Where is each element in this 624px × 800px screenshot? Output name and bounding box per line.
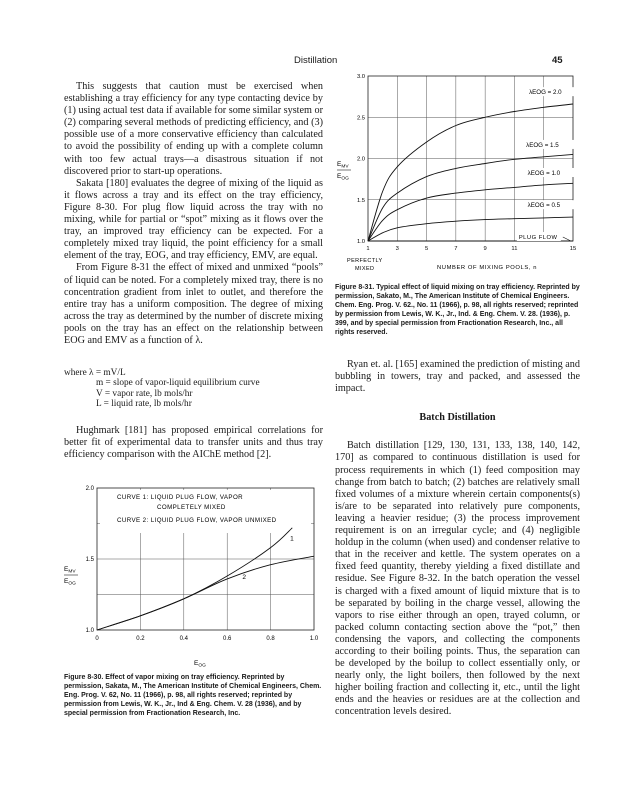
figure-8-30-curve-2 bbox=[97, 556, 314, 630]
left-column-hughmark bbox=[64, 425, 323, 461]
figure-8-31-x-tick: 1 bbox=[366, 246, 370, 252]
paragraph-figure-8-31: From Figure 8-31 the effect of mixed and unmixed “pools” of liquid can be noted. For a completely mixed tray, there is no concentration gradient from inlet to outlet, and therefore the entire tray has a uniform composition. The degree of mixing across the tray as determined by the number of discrete mixing pools on the tray has an effect on the relationship between EOG and EMV as a function of λ. bbox=[64, 262, 323, 346]
figure-8-31-x-tick: 7 bbox=[454, 246, 458, 252]
paragraph-batch-distillation: Batch distillation [129, 130, 131, 133, 138, 140, 142, 170] as compared to continuous distillation is used for process requirements in which (1) feed composition may change from batch to batch; (2) batches are relatively small fixed volumes of a mixture wherein certain components(s) is/are to be separated into relatively pure components, leaving a heavier residue; (3) the process improvement requirement is on an irregular cycle; and (4) negligible holdup in the column (when used) and condenser relative to that in the receiver and kettle. The system operates on a fixed feed quantity, thereby yielding a fixed distillate and residue. See Figure 8-32. In the batch operation the vessel is charged with a fixed amount of liquid mixture that is to be separated by boiling in the charge vessel, allowing the vapors to rise either through an open, trayed column, or packed column contacting section above the “pot,” then condensing the vapors, and collecting the components according to their boiling points. Thus, the separation can be developed by the boilup to collect essentially only, or nearly only, the light boilers, then followed by the next higher boiling fraction and collecting it, etc., until the light ends and the heavies or residues are at the collection and concentration levels desired. bbox=[335, 440, 580, 718]
figure-8-31-y-label-numerator: $E_{MV}$ bbox=[337, 161, 349, 170]
figure-8-30-x-tick: 0.2 bbox=[136, 636, 145, 642]
figure-8-30-x-tick: 0 bbox=[95, 636, 99, 642]
figure-8-30-curve-label-2: 2 bbox=[242, 573, 247, 581]
figure-8-31-y-label-denominator: $E_{OG}$ bbox=[337, 173, 349, 182]
figure-8-30-y-tick: 1.0 bbox=[85, 628, 94, 634]
figure-8-31-plug-flow-label: PLUG FLOW bbox=[518, 235, 558, 241]
figure-8-30-curve-label-1: 1 bbox=[290, 535, 294, 543]
figure-8-30-chart bbox=[62, 485, 332, 670]
figure-8-30-legend-line1: CURVE 1: LIQUID PLUG FLOW, VAPOR bbox=[117, 494, 244, 501]
figure-8-30-y-tick: 2.0 bbox=[85, 486, 94, 492]
figure-8-31-x-tick: 9 bbox=[483, 246, 487, 252]
figure-8-31-y-tick: 2.5 bbox=[356, 115, 365, 122]
running-title: Distillation bbox=[294, 55, 338, 66]
figure-8-31-perfectly-label: PERFECTLY bbox=[347, 258, 383, 264]
figure-8-31-curve-label-3: λEOG = 1.0 bbox=[527, 170, 561, 177]
figure-8-30-x-tick: 0.8 bbox=[266, 636, 275, 642]
where-m: m = slope of vapor-liquid equilibrium curve bbox=[96, 378, 260, 389]
figure-8-30-y-label-numerator: $E_{MV}$ bbox=[64, 566, 76, 575]
where-v: V = vapor rate, lb mols/hr bbox=[96, 388, 193, 399]
figure-8-30-y-tick: 1.5 bbox=[85, 557, 94, 563]
figure-8-31-curve-label-2: λEOG = 1.5 bbox=[526, 141, 559, 149]
where-block bbox=[64, 368, 323, 410]
figure-8-31-x-tick: 15 bbox=[569, 246, 577, 252]
left-column-upper bbox=[64, 81, 323, 347]
where-lambda: where λ = mV/L bbox=[64, 368, 126, 378]
figure-8-31-x-label: NUMBER OF MIXING POOLS, n bbox=[437, 265, 538, 271]
section-heading-batch-distillation: Batch Distillation bbox=[419, 412, 496, 424]
figure-8-30-legend-line3: CURVE 2: LIQUID PLUG FLOW, VAPOR UNMIXED bbox=[117, 517, 277, 524]
figure-8-31-x-tick: 5 bbox=[424, 246, 429, 252]
figure-8-31-grid bbox=[368, 76, 573, 241]
figure-8-31-series-2 bbox=[368, 154, 573, 241]
figure-8-30-x-label: $E_{OG}$ bbox=[194, 660, 206, 669]
figure-8-31-curve-label-4: λEOG = 0.5 bbox=[527, 202, 561, 210]
paragraph-ryan: Ryan et. al. [165] examined the prediction of misting and bubbling in towers, tray and packed, and assessed the impact. bbox=[335, 359, 580, 395]
figure-8-30-caption: Figure 8-30. Effect of vapor mixing on tray efficiency. Reprinted by permission, Sakata, M., The American Institute of Chemical Engineers, Chem. Eng. Prog. V. 62, No. 11 (1966), p. 98, all rights reserved; reprinted by permission from Lewis, W. K., Jr., Ind & Eng. Chem. V. 28 (1936), and by special permission from Fractionation Research, Inc. bbox=[64, 674, 322, 717]
paragraph-caution: This suggests that caution must be exercised when establishing a tray efficiency for any type contacting device by (1) using actual test data if available for some similar system or (2) comparing several methods of predicting efficiency, and (3) possible use of a more conservative efficiency than calculated to avoid the possibility of ending up with a complete column with too few actual trays—a disastrous situation if not discovered prior to start-up operations. bbox=[64, 81, 323, 177]
figure-8-30-y-label-denominator: $E_{OG}$ bbox=[64, 578, 76, 587]
figure-8-31-y-tick: 3.0 bbox=[356, 74, 365, 80]
figure-8-31-mixed-label: MIXED bbox=[355, 266, 375, 272]
figure-8-30-x-tick: 0.4 bbox=[179, 636, 188, 642]
figure-8-30-x-tick: 1.0 bbox=[309, 636, 319, 642]
figure-8-30-curve-1 bbox=[97, 528, 292, 630]
right-column bbox=[335, 359, 580, 719]
figure-8-31-plug-flow-leader bbox=[563, 237, 571, 241]
where-l: L = liquid rate, lb mols/hr bbox=[96, 399, 192, 410]
page-number: 45 bbox=[552, 55, 563, 66]
paragraph-hughmark: Hughmark [181] has proposed empirical correlations for better fit of experimental data to transfer units and thus tray efficiency comparison with the AIChE method [2]. bbox=[64, 425, 323, 461]
figure-8-31-caption: Figure 8-31. Typical effect of liquid mixing on tray efficiency. Reprinted by permission, Sakato, M., The American Institute of Chemical Engineers. Chem. Eng. Prog. V. 62., No. 11 (1966), p. 98, all rights reserved; reprinted by permission from Lewis, W. K., Jr., Ind. & Eng. Chem. V. 28. (1936), p. 399, and by special permission from Fractionation Research, Inc., all rights reserved. bbox=[335, 284, 580, 336]
figure-8-31-x-tick: 3 bbox=[395, 246, 399, 252]
figure-8-31-x-tick: 11 bbox=[511, 246, 518, 252]
figure-8-31-plot bbox=[357, 74, 580, 252]
figure-8-31-chart bbox=[335, 70, 580, 275]
figure-8-30-x-tick: 0.6 bbox=[223, 636, 232, 642]
figure-8-31-y-tick: 1.5 bbox=[356, 197, 365, 204]
figure-8-31-curve-label-1: λEOG = 2.0 bbox=[529, 89, 562, 97]
paragraph-sakata: Sakata [180] evaluates the degree of mixing of the liquid as it flows across a tray and its effect on the tray efficiency, Figure 8-30. For plug flow liquid across the tray with no mixing, while for partial or “spot” mixing as it flows over the tray, an improved tray efficiency can be expected. For a completely mixed tray liquid, the point efficiency for a small element of the tray, EOG, and tray efficiency, EMV, are equal. bbox=[64, 177, 323, 262]
figure-8-31-y-tick: 1.0 bbox=[356, 239, 365, 245]
figure-8-31-y-tick: 2.0 bbox=[356, 156, 365, 163]
figure-8-30-legend-line2: COMPLETELY MIXED bbox=[157, 504, 226, 511]
